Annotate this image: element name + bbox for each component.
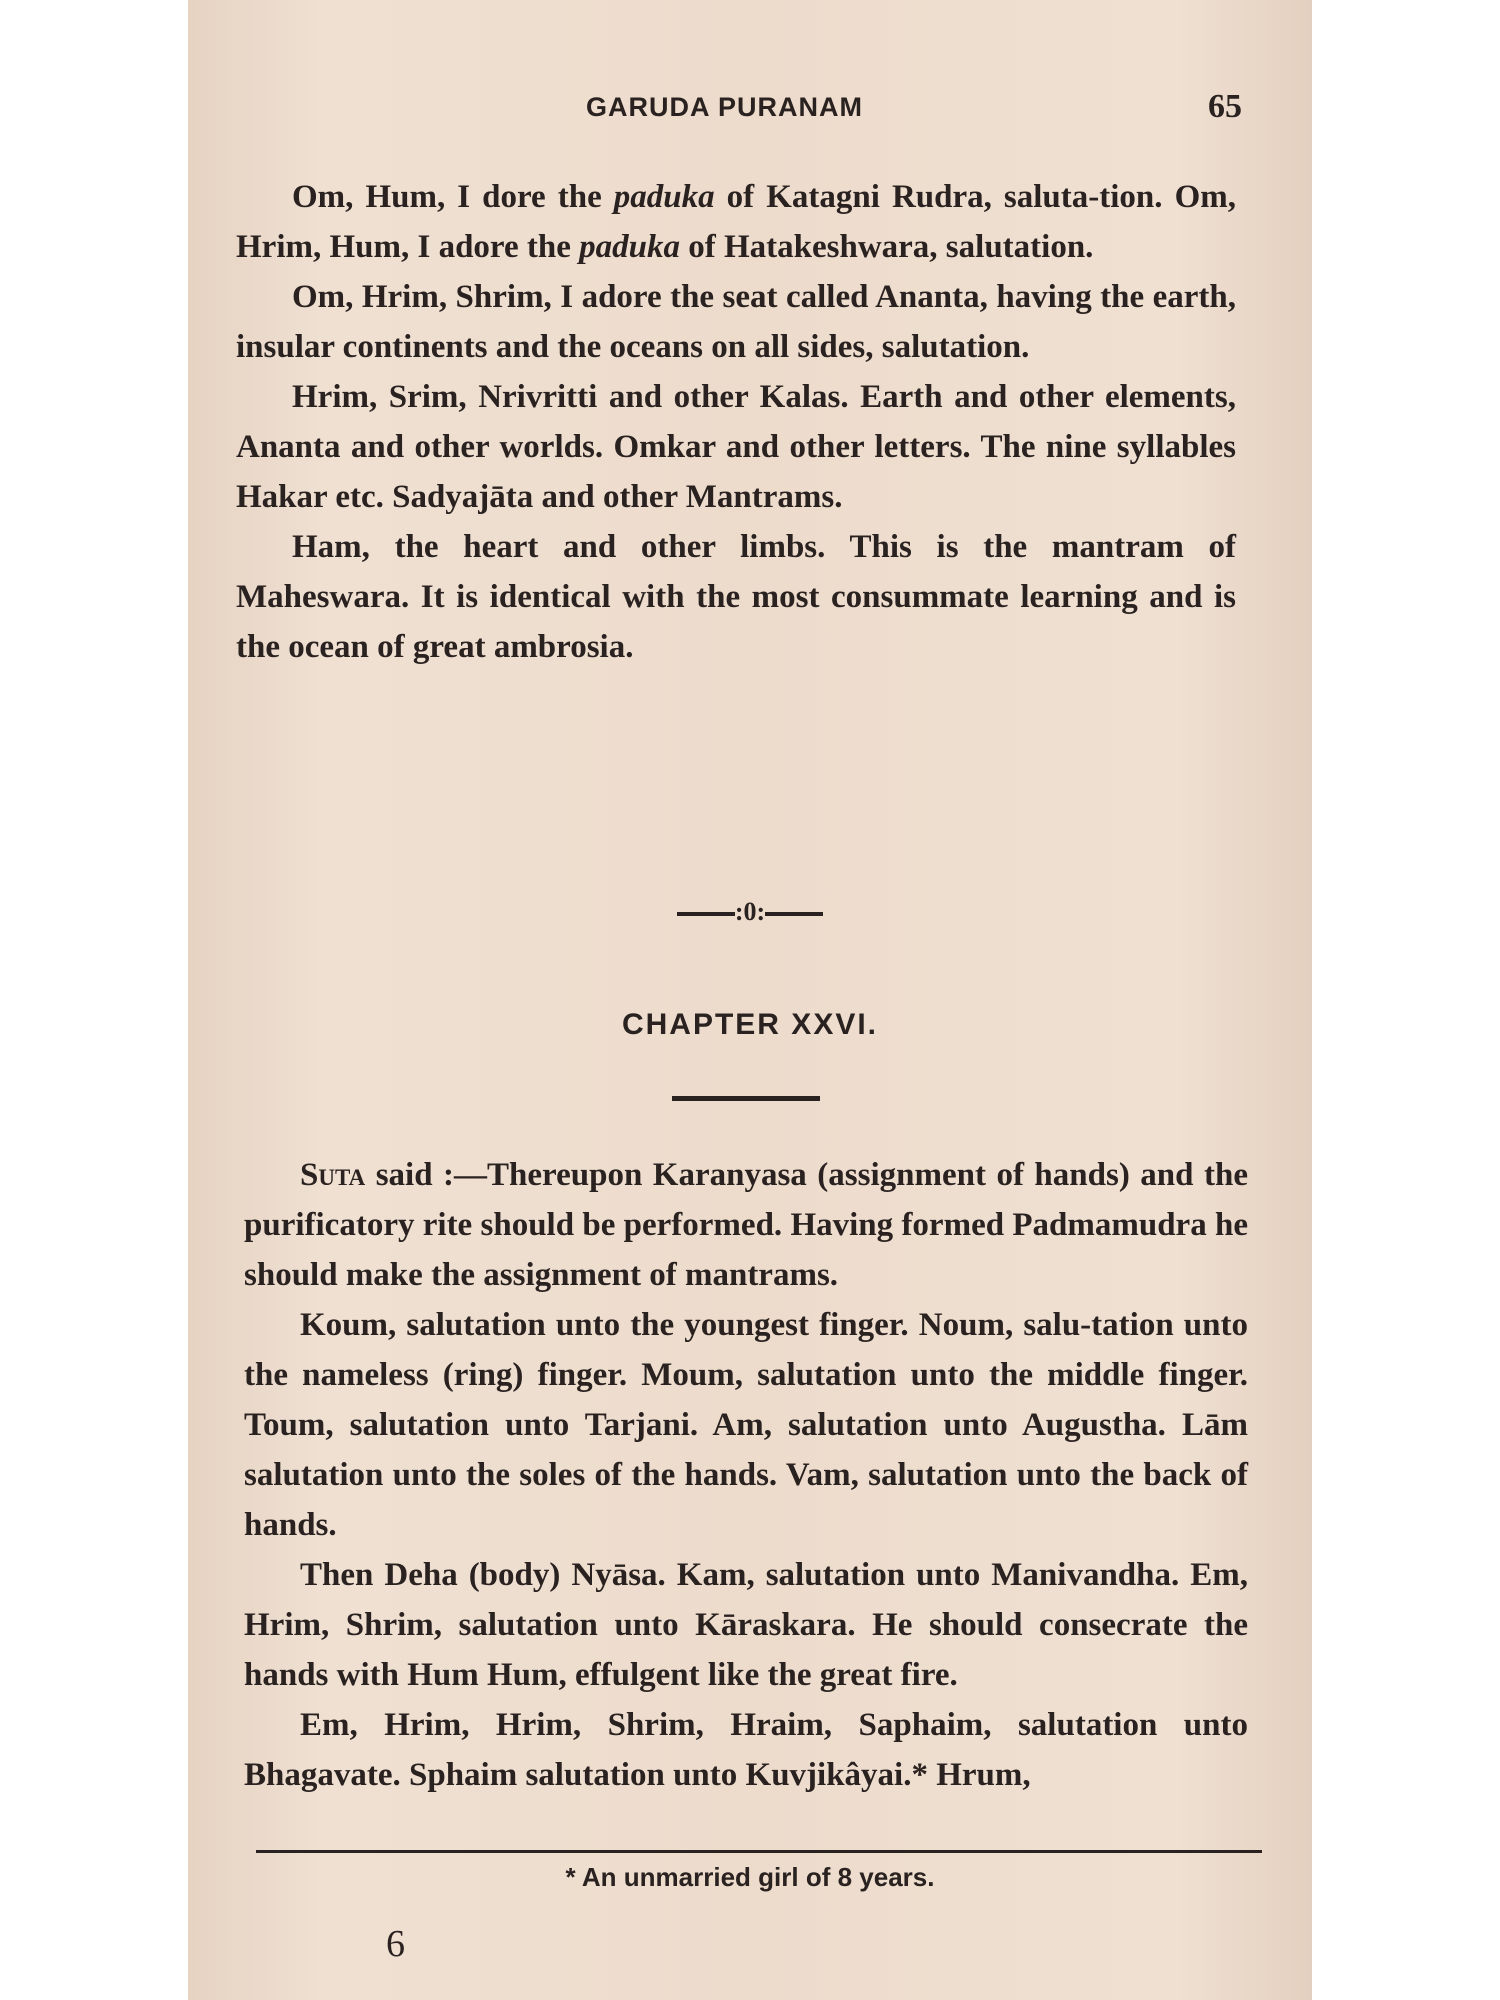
footnote: * An unmarried girl of 8 years. — [565, 1862, 935, 1892]
text-block-upper — [236, 172, 1236, 672]
footnote-rule — [256, 1850, 1262, 1853]
divider-text: :0: — [734, 897, 766, 926]
paragraph: Then Deha (body) Nyāsa. Kam, salutation unto Manivandha. Em, Hrim, Shrim, salutation unto Kāraskara. He should consecrate the hands with Hum Hum, effulgent like the great fire. — [244, 1557, 1248, 1693]
chapter-heading: CHAPTER XXVI. — [621, 1008, 879, 1041]
paragraph — [244, 1150, 1248, 1300]
page-header — [188, 88, 1312, 132]
speaker-name: Suta — [300, 1157, 366, 1193]
paragraph: Om, Hrim, Shrim, I adore the seat called Ananta, having the earth, insular continents and the oceans on all sides, salutation. — [236, 279, 1236, 365]
book-page — [188, 0, 1312, 2000]
text-run: said :—Thereupon Karanyasa (assignment of hands) and the purificatory rite should be performed. Having formed Padmamudra he should make the assignment of mantrams. — [244, 1157, 1248, 1293]
signature-mark: 6 — [386, 1923, 405, 1965]
text-run: of Katagni Rudra, saluta-tion. Om, Hrim, Hum, I adore the — [236, 179, 1236, 265]
running-title: GARUDA PURANAM — [586, 92, 863, 122]
paragraph — [236, 172, 1236, 272]
page-number: 65 — [1208, 88, 1242, 125]
paragraph: Hrim, Srim, Nrivritti and other Kalas. Earth and other elements, Ananta and other worlds. Omkar and other letters. The nine syllables Hakar etc. Sadyajāta and other Mantrams. — [236, 379, 1236, 515]
text-block-lower — [244, 1150, 1248, 1800]
paragraph: Ham, the heart and other limbs. This is the mantram of Maheswara. It is identical with the most consummate learning and is the ocean of great ambrosia. — [236, 529, 1236, 665]
paragraph: Em, Hrim, Hrim, Shrim, Hraim, Saphaim, salutation unto Bhagavate. Sphaim salutation unto Kuvjikâyai.* Hrum, — [244, 1707, 1248, 1793]
italic-term: paduka — [579, 229, 680, 265]
italic-term: paduka — [613, 179, 715, 215]
divider-line-right — [765, 912, 823, 916]
section-divider — [188, 897, 1312, 927]
text-run: Om, Hum, I dore the — [292, 179, 614, 215]
divider-line-left — [677, 912, 735, 916]
paragraph: Koum, salutation unto the youngest finger. Noum, salu-tation unto the nameless (ring) finger. Moum, salutation unto the middle finger. Toum, salutation unto Tarjani. Am, salutation unto Augustha. Lām salutation unto the soles of the hands. Vam, salutation unto the back of hands. — [244, 1307, 1248, 1543]
chapter-rule — [672, 1096, 820, 1101]
text-run: of Hatakeshwara, salutation. — [679, 229, 1094, 265]
